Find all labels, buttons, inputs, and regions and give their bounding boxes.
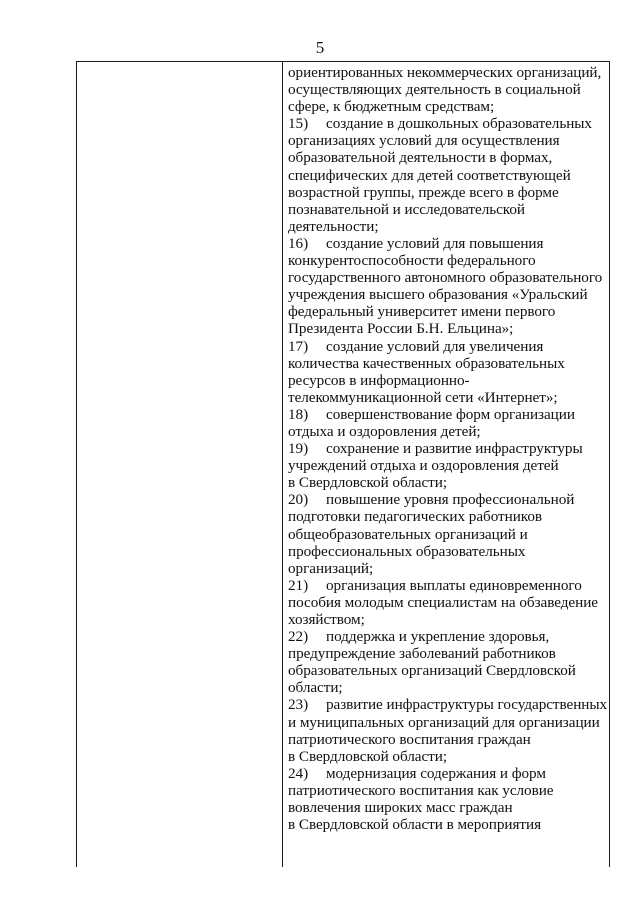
line-text: Президента России Б.Н. Ельцина»;	[288, 320, 514, 338]
line-text: развитие инфраструктуры государственных	[326, 696, 608, 714]
text-line	[288, 560, 607, 577]
line-text: образовательной деятельности в формах,	[288, 149, 553, 167]
line-text: предупреждение заболеваний работников	[288, 645, 556, 663]
text-line	[288, 132, 607, 149]
text-line	[288, 406, 607, 423]
text-line	[288, 218, 607, 235]
text-line	[288, 167, 607, 184]
text-line	[288, 440, 607, 457]
text-line	[288, 149, 607, 166]
item-number: 24)	[288, 764, 309, 782]
text-line	[288, 81, 607, 98]
line-text: поддержка и укрепление здоровья,	[326, 628, 550, 646]
text-line	[288, 303, 607, 320]
text-line	[288, 628, 607, 645]
line-text: профессиональных образовательных	[288, 542, 526, 560]
line-text: в Свердловской области;	[288, 747, 448, 765]
line-text: учреждений отдыха и оздоровления детей	[288, 457, 559, 475]
text-line	[288, 115, 607, 132]
line-text: патриотического воспитания как условие	[288, 781, 554, 799]
text-line	[288, 714, 607, 731]
text-line	[288, 645, 607, 662]
text-line	[288, 526, 607, 543]
line-text: государственного автономного образовательного	[288, 269, 603, 287]
line-text: в Свердловской области в мероприятия	[288, 816, 542, 834]
line-text: пособия молодым специалистам на обзаведение	[288, 593, 598, 611]
line-text: создание условий для увеличения	[326, 337, 544, 355]
line-text: познавательной и исследовательской	[288, 200, 525, 218]
line-text: образовательных организаций Свердловской	[288, 662, 576, 680]
item-number: 17)	[288, 337, 309, 355]
line-text: сфере, к бюджетным средствам;	[288, 98, 495, 116]
line-text: деятельности;	[288, 217, 379, 235]
text-line	[288, 543, 607, 560]
text-line	[288, 748, 607, 765]
line-text: подготовки педагогических работников	[288, 508, 543, 526]
line-text: возрастной группы, прежде всего в форме	[288, 183, 559, 201]
text-line	[288, 491, 607, 508]
text-line	[288, 389, 607, 406]
line-text: патриотического воспитания граждан	[288, 730, 531, 748]
item-number: 15)	[288, 115, 309, 133]
line-text: и муниципальных организаций для организации	[288, 713, 600, 731]
text-line	[288, 252, 607, 269]
line-text: осуществляющих деятельность в социальной	[288, 81, 581, 99]
text-line	[288, 696, 607, 713]
page-number: 5	[315, 38, 325, 57]
text-line	[288, 64, 607, 81]
text-line	[288, 98, 607, 115]
text-line	[288, 355, 607, 372]
text-line	[288, 269, 607, 286]
text-line	[288, 577, 607, 594]
text-line	[288, 731, 607, 748]
list-text-lines	[288, 64, 607, 833]
text-line	[288, 423, 607, 440]
line-text: конкурентоспособности федерального	[288, 252, 536, 270]
text-line	[288, 765, 607, 782]
text-line	[288, 201, 607, 218]
line-text: модернизация содержания и форм	[326, 764, 546, 782]
item-number: 22)	[288, 628, 309, 646]
table-left-cell	[77, 62, 283, 867]
text-line	[288, 799, 607, 816]
line-text: совершенствование форм организации	[326, 405, 575, 423]
line-text: организаций;	[288, 559, 374, 577]
item-number: 18)	[288, 405, 309, 423]
line-text: организация выплаты единовременного	[326, 576, 582, 594]
text-line	[288, 320, 607, 337]
line-text: ресурсов в информационно-	[288, 371, 470, 389]
text-line	[288, 184, 607, 201]
line-text: учреждения высшего образования «Уральский	[288, 286, 588, 304]
line-text: отдыха и оздоровления детей;	[288, 422, 481, 440]
item-number: 16)	[288, 234, 309, 252]
text-line	[288, 611, 607, 628]
text-line	[288, 372, 607, 389]
line-text: создание условий для повышения	[326, 234, 544, 252]
line-text: создание в дошкольных образовательных	[326, 115, 592, 133]
line-text: в Свердловской области;	[288, 474, 448, 492]
text-line	[288, 662, 607, 679]
text-line	[288, 235, 607, 252]
text-line	[288, 457, 607, 474]
line-text: организациях условий для осуществления	[288, 132, 560, 150]
item-number: 19)	[288, 440, 309, 458]
document-table	[76, 61, 610, 867]
line-text: специфических для детей соответствующей	[288, 166, 571, 184]
line-text: хозяйством;	[288, 611, 365, 628]
line-text: ориентированных некоммерческих организаций,	[288, 64, 602, 81]
item-number: 21)	[288, 576, 309, 594]
table-right-cell	[284, 62, 609, 867]
text-line	[288, 286, 607, 303]
line-text: общеобразовательных организаций и	[288, 525, 528, 543]
line-text: федеральный университет имени первого	[288, 303, 556, 321]
line-text: количества качественных образовательных	[288, 354, 565, 372]
line-text: сохранение и развитие инфраструктуры	[326, 440, 583, 458]
line-text: вовлечения широких масс граждан	[288, 799, 513, 817]
text-line	[288, 679, 607, 696]
text-line	[288, 338, 607, 355]
text-line	[288, 474, 607, 491]
line-text: повышение уровня профессиональной	[326, 491, 575, 509]
text-line	[288, 782, 607, 799]
item-number: 20)	[288, 491, 309, 509]
item-number: 23)	[288, 696, 309, 714]
text-line	[288, 816, 607, 833]
line-text: области;	[288, 679, 343, 697]
text-line	[288, 508, 607, 525]
line-text: телекоммуникационной сети «Интернет»;	[288, 388, 558, 406]
text-line	[288, 594, 607, 611]
